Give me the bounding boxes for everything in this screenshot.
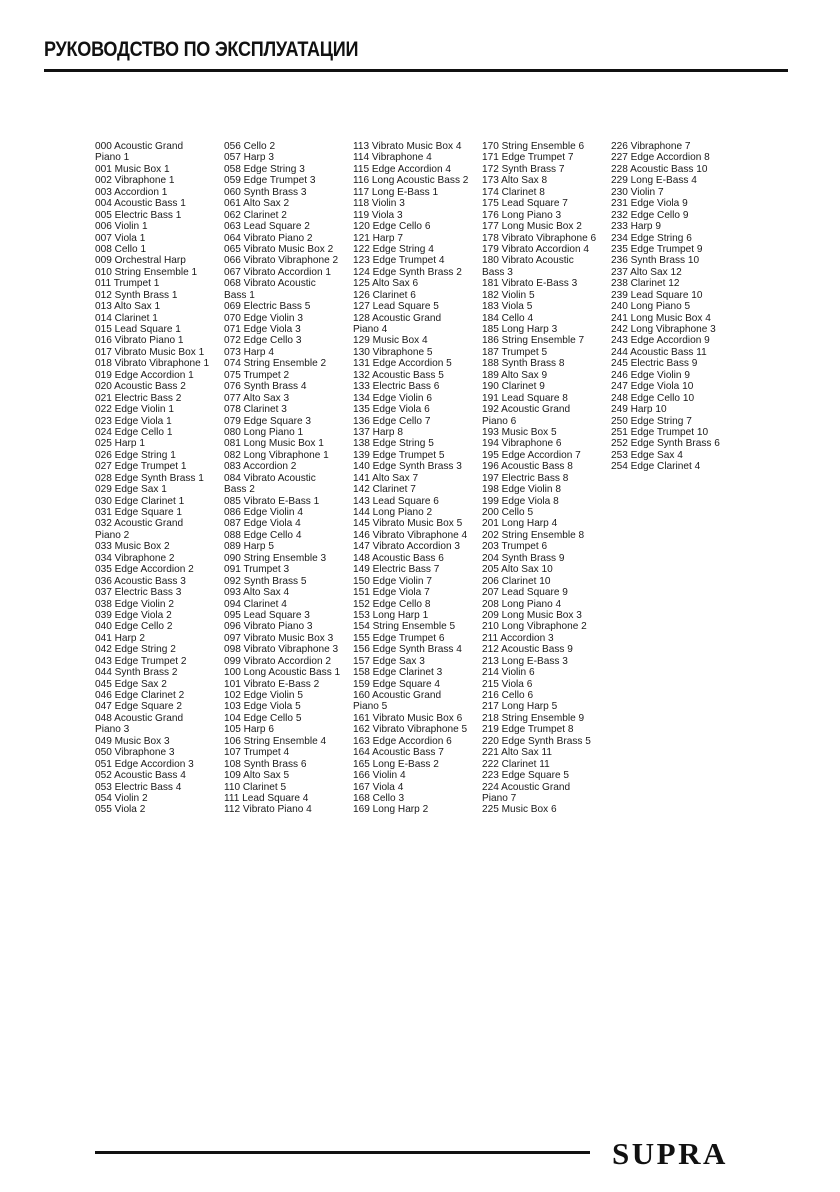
list-item: 047 Edge Square 2 <box>95 701 182 713</box>
list-item: 036 Acoustic Bass 3 <box>95 575 186 587</box>
list-item: 122 Edge String 4 <box>353 243 434 255</box>
list-item: 070 Edge Violin 3 <box>224 312 303 324</box>
list-item: 052 Acoustic Bass 4 <box>95 770 186 782</box>
list-item: 210 Long Vibraphone 2 <box>482 621 587 633</box>
list-item: 192 Acoustic Grand <box>482 404 571 416</box>
list-item: 161 Vibrato Music Box 6 <box>353 712 463 724</box>
list-item: 002 Vibraphone 1 <box>95 175 175 187</box>
list-item: 064 Vibrato Piano 2 <box>224 232 313 244</box>
list-item: Bass 1 <box>224 289 255 301</box>
list-item: 099 Vibrato Accordion 2 <box>224 655 331 667</box>
list-item: 186 String Ensemble 7 <box>482 335 585 347</box>
list-item: 074 String Ensemble 2 <box>224 358 327 370</box>
list-item: 105 Harp 6 <box>224 724 274 736</box>
list-item: 014 Clarinet 1 <box>95 312 158 324</box>
list-item: 219 Edge Trumpet 8 <box>482 724 574 736</box>
list-item: 055 Viola 2 <box>95 804 146 816</box>
list-item: 079 Edge Square 3 <box>224 415 311 427</box>
list-item: 235 Edge Trumpet 9 <box>611 243 703 255</box>
list-item: 085 Vibrato E-Bass 1 <box>224 495 320 507</box>
list-item: 182 Violin 5 <box>482 289 535 301</box>
list-item: 048 Acoustic Grand <box>95 712 184 724</box>
list-item: 175 Lead Square 7 <box>482 198 568 210</box>
list-item: 060 Synth Brass 3 <box>224 186 307 198</box>
list-item: Piano 3 <box>95 724 130 736</box>
list-item: 197 Electric Bass 8 <box>482 472 569 484</box>
list-item: 212 Acoustic Bass 9 <box>482 644 573 656</box>
list-item: 146 Vibrato Vibraphone 4 <box>353 529 468 541</box>
list-item: 174 Clarinet 8 <box>482 186 545 198</box>
voice-column-5 <box>611 141 740 816</box>
list-item: 178 Vibrato Vibraphone 6 <box>482 232 597 244</box>
list-item: 022 Edge Violin 1 <box>95 404 174 416</box>
list-item: 121 Harp 7 <box>353 232 403 244</box>
list-item: 076 Synth Brass 4 <box>224 381 307 393</box>
list-item: 208 Long Piano 4 <box>482 598 562 610</box>
list-item: 041 Harp 2 <box>95 632 145 644</box>
list-item: 090 String Ensemble 3 <box>224 552 327 564</box>
list-item: 133 Electric Bass 6 <box>353 381 440 393</box>
list-item: 240 Long Piano 5 <box>611 301 691 313</box>
list-item: 096 Vibrato Piano 3 <box>224 621 313 633</box>
list-item: 203 Trumpet 6 <box>482 541 548 553</box>
list-item: 065 Vibrato Music Box 2 <box>224 243 334 255</box>
list-item: 083 Accordion 2 <box>224 461 297 473</box>
list-item: 061 Alto Sax 2 <box>224 198 290 210</box>
list-item: 218 String Ensemble 9 <box>482 712 585 724</box>
list-item: 020 Acoustic Bass 2 <box>95 381 186 393</box>
list-item: 019 Edge Accordion 1 <box>95 369 194 381</box>
list-item: 038 Edge Violin 2 <box>95 598 174 610</box>
list-item: 233 Harp 9 <box>611 221 661 233</box>
voice-column-1 <box>95 141 224 816</box>
list-item: 132 Acoustic Bass 5 <box>353 369 444 381</box>
list-item: 053 Electric Bass 4 <box>95 781 182 793</box>
list-item: 152 Edge Cello 8 <box>353 598 431 610</box>
list-item: 241 Long Music Box 4 <box>611 312 711 324</box>
list-item: 054 Violin 2 <box>95 792 148 804</box>
list-item: Bass 3 <box>482 266 513 278</box>
list-item: 228 Acoustic Bass 10 <box>611 163 708 175</box>
list-item: 173 Alto Sax 8 <box>482 175 548 187</box>
list-item: 135 Edge Viola 6 <box>353 404 430 416</box>
list-item: 250 Edge String 7 <box>611 415 692 427</box>
list-item: 031 Edge Square 1 <box>95 507 182 518</box>
list-item: 095 Lead Square 3 <box>224 609 310 621</box>
list-item: 088 Edge Cello 4 <box>224 529 302 541</box>
list-item: 187 Trumpet 5 <box>482 346 548 358</box>
list-item: 056 Cello 2 <box>224 141 276 152</box>
list-item: 035 Edge Accordion 2 <box>95 564 194 576</box>
list-item: 124 Edge Synth Brass 2 <box>353 266 462 278</box>
list-item: 078 Clarinet 3 <box>224 404 287 416</box>
list-item: 116 Long Acoustic Bass 2 <box>353 175 469 187</box>
list-item: 072 Edge Cello 3 <box>224 335 302 347</box>
list-item: 147 Vibrato Accordion 3 <box>353 541 460 553</box>
list-item: 015 Lead Square 1 <box>95 324 181 335</box>
list-item: 207 Lead Square 9 <box>482 587 568 599</box>
list-item: 069 Electric Bass 5 <box>224 301 311 313</box>
list-item: 246 Edge Violin 9 <box>611 369 690 381</box>
list-item: 224 Acoustic Grand <box>482 781 571 793</box>
list-item: 137 Harp 8 <box>353 426 403 438</box>
list-item: 248 Edge Cello 10 <box>611 392 695 404</box>
list-item: 184 Cello 4 <box>482 312 534 324</box>
list-item: 215 Viola 6 <box>482 678 533 690</box>
list-item: 209 Long Music Box 3 <box>482 609 582 621</box>
list-item: 029 Edge Sax 1 <box>95 484 167 496</box>
list-item: 230 Violin 7 <box>611 186 664 198</box>
list-item: 252 Edge Synth Brass 6 <box>611 438 720 450</box>
page-title: РУКОВОДСТВО ПО ЭКСПЛУАТАЦИИ <box>44 38 359 61</box>
list-item: 179 Vibrato Accordion 4 <box>482 243 589 255</box>
list-item: 211 Accordion 3 <box>482 632 554 644</box>
list-item: 115 Edge Accordion 4 <box>353 163 452 175</box>
list-item: 136 Edge Cello 7 <box>353 415 431 427</box>
list-item: 012 Synth Brass 1 <box>95 289 178 301</box>
list-item: 123 Edge Trumpet 4 <box>353 255 445 267</box>
list-item: 113 Vibrato Music Box 4 <box>353 141 462 152</box>
list-item: 075 Trumpet 2 <box>224 369 290 381</box>
footer-divider <box>95 1151 590 1154</box>
list-item: 231 Edge Viola 9 <box>611 198 688 210</box>
list-item: 025 Harp 1 <box>95 438 145 450</box>
list-item: Piano 2 <box>95 529 130 541</box>
list-item: 170 String Ensemble 6 <box>482 141 585 152</box>
list-item: 155 Edge Trumpet 6 <box>353 632 445 644</box>
list-item: 151 Edge Viola 7 <box>353 587 430 599</box>
list-item: 062 Clarinet 2 <box>224 209 287 221</box>
list-item: 222 Clarinet 11 <box>482 758 550 770</box>
list-item: 001 Music Box 1 <box>95 163 170 175</box>
list-item: 032 Acoustic Grand <box>95 518 184 530</box>
list-item: 114 Vibraphone 4 <box>353 152 432 164</box>
list-item: 039 Edge Viola 2 <box>95 609 172 621</box>
list-item: 196 Acoustic Bass 8 <box>482 461 573 473</box>
list-item: 071 Edge Viola 3 <box>224 324 301 335</box>
list-item: 050 Vibraphone 3 <box>95 747 175 759</box>
list-item: 145 Vibrato Music Box 5 <box>353 518 463 530</box>
list-item: 214 Violin 6 <box>482 667 535 679</box>
list-item: 247 Edge Viola 10 <box>611 381 694 393</box>
list-item: 102 Edge Violin 5 <box>224 690 303 701</box>
list-item: 093 Alto Sax 4 <box>224 587 290 599</box>
list-item: 198 Edge Violin 8 <box>482 484 561 496</box>
list-item: 086 Edge Violin 4 <box>224 507 303 518</box>
list-item: 111 Lead Square 4 <box>224 792 309 804</box>
list-item: Piano 7 <box>482 792 517 804</box>
list-item: 000 Acoustic Grand <box>95 141 184 152</box>
list-item: 193 Music Box 5 <box>482 426 557 438</box>
list-item: 253 Edge Sax 4 <box>611 449 683 461</box>
list-item: 221 Alto Sax 11 <box>482 747 552 759</box>
list-item: 013 Alto Sax 1 <box>95 301 161 313</box>
list-item: 125 Alto Sax 6 <box>353 278 419 290</box>
list-item: 011 Trumpet 1 <box>95 278 160 290</box>
list-item: Piano 6 <box>482 415 517 427</box>
list-item: 101 Vibrato E-Bass 2 <box>224 678 320 690</box>
list-item: 234 Edge String 6 <box>611 232 692 244</box>
list-item: 150 Edge Violin 7 <box>353 575 432 587</box>
list-item: 162 Vibrato Vibraphone 5 <box>353 724 468 736</box>
list-item: 153 Long Harp 1 <box>353 609 429 621</box>
list-item: 045 Edge Sax 2 <box>95 678 167 690</box>
list-item: 204 Synth Brass 9 <box>482 552 565 564</box>
list-item: 057 Harp 3 <box>224 152 274 164</box>
list-item: 141 Alto Sax 7 <box>353 472 419 484</box>
list-item: 094 Clarinet 4 <box>224 598 287 610</box>
list-item: 107 Trumpet 4 <box>224 747 290 759</box>
list-item: 157 Edge Sax 3 <box>353 655 425 667</box>
list-item: 037 Electric Bass 3 <box>95 587 182 599</box>
list-item: 239 Lead Square 10 <box>611 289 703 301</box>
list-item: 003 Accordion 1 <box>95 186 168 198</box>
list-item: 199 Edge Viola 8 <box>482 495 559 507</box>
list-item: Piano 1 <box>95 152 130 164</box>
voice-list <box>95 141 740 816</box>
list-item: 177 Long Music Box 2 <box>482 221 582 233</box>
list-item: 040 Edge Cello 2 <box>95 621 173 633</box>
list-item: 009 Orchestral Harp <box>95 255 186 267</box>
list-item: 163 Edge Accordion 6 <box>353 735 452 747</box>
list-item: 191 Lead Square 8 <box>482 392 568 404</box>
list-item: 168 Cello 3 <box>353 792 405 804</box>
list-item: 106 String Ensemble 4 <box>224 735 327 747</box>
list-item: 138 Edge String 5 <box>353 438 434 450</box>
list-item: 042 Edge String 2 <box>95 644 176 656</box>
list-item: 006 Violin 1 <box>95 221 148 233</box>
list-item: 049 Music Box 3 <box>95 735 170 747</box>
list-item: 226 Vibraphone 7 <box>611 141 691 152</box>
list-item: 166 Violin 4 <box>353 770 406 782</box>
list-item: 021 Electric Bass 2 <box>95 392 182 404</box>
list-item: 189 Alto Sax 9 <box>482 369 548 381</box>
list-item: 028 Edge Synth Brass 1 <box>95 472 204 484</box>
list-item: 188 Synth Brass 8 <box>482 358 565 370</box>
list-item: 223 Edge Square 5 <box>482 770 569 782</box>
list-item: 160 Acoustic Grand <box>353 690 442 701</box>
list-item: 183 Viola 5 <box>482 301 533 313</box>
list-item: 112 Vibrato Piano 4 <box>224 804 312 816</box>
list-item: 073 Harp 4 <box>224 346 274 358</box>
list-item: 169 Long Harp 2 <box>353 804 429 816</box>
list-item: 172 Synth Brass 7 <box>482 163 565 175</box>
list-item: 249 Harp 10 <box>611 404 667 416</box>
list-item: 077 Alto Sax 3 <box>224 392 290 404</box>
list-item: 027 Edge Trumpet 1 <box>95 461 187 473</box>
list-item: 007 Viola 1 <box>95 232 146 244</box>
list-item: 149 Electric Bass 7 <box>353 564 440 576</box>
list-item: 044 Synth Brass 2 <box>95 667 178 679</box>
list-item: 087 Edge Viola 4 <box>224 518 301 530</box>
list-item: 005 Electric Bass 1 <box>95 209 182 221</box>
list-item: 059 Edge Trumpet 3 <box>224 175 316 187</box>
list-item: 033 Music Box 2 <box>95 541 170 553</box>
list-item: 201 Long Harp 4 <box>482 518 558 530</box>
list-item: 148 Acoustic Bass 6 <box>353 552 444 564</box>
list-item: 110 Clarinet 5 <box>224 781 287 793</box>
list-item: 238 Clarinet 12 <box>611 278 680 290</box>
list-item: 129 Music Box 4 <box>353 335 428 347</box>
voice-column-4 <box>482 141 611 816</box>
list-item: 128 Acoustic Grand <box>353 312 442 324</box>
list-item: 164 Acoustic Bass 7 <box>353 747 444 759</box>
list-item: 018 Vibrato Vibraphone 1 <box>95 358 210 370</box>
list-item: 227 Edge Accordion 8 <box>611 152 710 164</box>
list-item: 181 Vibrato E-Bass 3 <box>482 278 578 290</box>
list-item: 017 Vibrato Music Box 1 <box>95 346 205 358</box>
list-item: 092 Synth Brass 5 <box>224 575 307 587</box>
list-item: 190 Clarinet 9 <box>482 381 545 393</box>
list-item: 004 Acoustic Bass 1 <box>95 198 186 210</box>
list-item: 232 Edge Cello 9 <box>611 209 689 221</box>
header-divider <box>44 69 788 72</box>
list-item: 171 Edge Trumpet 7 <box>482 152 574 164</box>
list-item: 143 Lead Square 6 <box>353 495 439 507</box>
list-item: 242 Long Vibraphone 3 <box>611 324 716 335</box>
list-item: 254 Edge Clarinet 4 <box>611 461 701 473</box>
list-item: 142 Clarinet 7 <box>353 484 416 496</box>
list-item: 216 Cello 6 <box>482 690 534 701</box>
voice-column-2 <box>224 141 353 816</box>
list-item: 051 Edge Accordion 3 <box>95 758 194 770</box>
list-item: 251 Edge Trumpet 10 <box>611 426 709 438</box>
list-item: 131 Edge Accordion 5 <box>353 358 452 370</box>
list-item: 103 Edge Viola 5 <box>224 701 301 713</box>
list-item: 220 Edge Synth Brass 5 <box>482 735 591 747</box>
list-item: 080 Long Piano 1 <box>224 426 304 438</box>
list-item: 139 Edge Trumpet 5 <box>353 449 445 461</box>
list-item: 024 Edge Cello 1 <box>95 426 173 438</box>
list-item: 008 Cello 1 <box>95 243 147 255</box>
list-item: 016 Vibrato Piano 1 <box>95 335 184 347</box>
list-item: 089 Harp 5 <box>224 541 274 553</box>
list-item: Bass 2 <box>224 484 255 496</box>
list-item: 034 Vibraphone 2 <box>95 552 175 564</box>
list-item: 082 Long Vibraphone 1 <box>224 449 329 461</box>
list-item: 176 Long Piano 3 <box>482 209 562 221</box>
list-item: 159 Edge Square 4 <box>353 678 440 690</box>
list-item: 126 Clarinet 6 <box>353 289 416 301</box>
list-item: 068 Vibrato Acoustic <box>224 278 316 290</box>
list-item: 066 Vibrato Vibraphone 2 <box>224 255 339 267</box>
list-item: 130 Vibraphone 5 <box>353 346 433 358</box>
list-item: 058 Edge String 3 <box>224 163 305 175</box>
list-item: 097 Vibrato Music Box 3 <box>224 632 334 644</box>
list-item: 194 Vibraphone 6 <box>482 438 562 450</box>
list-item: 108 Synth Brass 6 <box>224 758 307 770</box>
list-item: 205 Alto Sax 10 <box>482 564 553 576</box>
list-item: 217 Long Harp 5 <box>482 701 558 713</box>
list-item: 098 Vibrato Vibraphone 3 <box>224 644 339 656</box>
list-item: 206 Clarinet 10 <box>482 575 551 587</box>
list-item: 081 Long Music Box 1 <box>224 438 324 450</box>
list-item: 067 Vibrato Accordion 1 <box>224 266 331 278</box>
list-item: 109 Alto Sax 5 <box>224 770 290 782</box>
list-item: 117 Long E-Bass 1 <box>353 186 439 198</box>
list-item: 144 Long Piano 2 <box>353 507 433 518</box>
list-item: 100 Long Acoustic Bass 1 <box>224 667 341 679</box>
list-item: 030 Edge Clarinet 1 <box>95 495 185 507</box>
list-item: 140 Edge Synth Brass 3 <box>353 461 462 473</box>
list-item: 225 Music Box 6 <box>482 804 557 816</box>
list-item: Piano 4 <box>353 324 388 335</box>
list-item: 023 Edge Viola 1 <box>95 415 172 427</box>
list-item: 154 String Ensemble 5 <box>353 621 456 633</box>
list-item: 202 String Ensemble 8 <box>482 529 585 541</box>
list-item: 043 Edge Trumpet 2 <box>95 655 187 667</box>
list-item: 244 Acoustic Bass 11 <box>611 346 707 358</box>
list-item: 010 String Ensemble 1 <box>95 266 198 278</box>
list-item: 185 Long Harp 3 <box>482 324 558 335</box>
list-item: 243 Edge Accordion 9 <box>611 335 710 347</box>
list-item: 119 Viola 3 <box>353 209 403 221</box>
list-item: 134 Edge Violin 6 <box>353 392 432 404</box>
list-item: 118 Violin 3 <box>353 198 405 210</box>
list-item: 091 Trumpet 3 <box>224 564 290 576</box>
list-item: 229 Long E-Bass 4 <box>611 175 697 187</box>
list-item: 046 Edge Clarinet 2 <box>95 690 185 701</box>
list-item: 158 Edge Clarinet 3 <box>353 667 443 679</box>
list-item: 180 Vibrato Acoustic <box>482 255 574 267</box>
list-item: 084 Vibrato Acoustic <box>224 472 316 484</box>
list-item: 245 Electric Bass 9 <box>611 358 698 370</box>
list-item: 026 Edge String 1 <box>95 449 176 461</box>
list-item: 120 Edge Cello 6 <box>353 221 431 233</box>
list-item: 165 Long E-Bass 2 <box>353 758 439 770</box>
list-item: 063 Lead Square 2 <box>224 221 310 233</box>
brand-logo: SUPRA <box>612 1136 728 1171</box>
list-item: 127 Lead Square 5 <box>353 301 439 313</box>
list-item: 213 Long E-Bass 3 <box>482 655 568 667</box>
list-item: 195 Edge Accordion 7 <box>482 449 581 461</box>
voice-column-3 <box>353 141 482 816</box>
list-item: 200 Cello 5 <box>482 507 534 518</box>
list-item: 236 Synth Brass 10 <box>611 255 700 267</box>
list-item: 237 Alto Sax 12 <box>611 266 682 278</box>
list-item: Piano 5 <box>353 701 388 713</box>
list-item: 104 Edge Cello 5 <box>224 712 302 724</box>
list-item: 167 Viola 4 <box>353 781 404 793</box>
list-item: 156 Edge Synth Brass 4 <box>353 644 462 656</box>
